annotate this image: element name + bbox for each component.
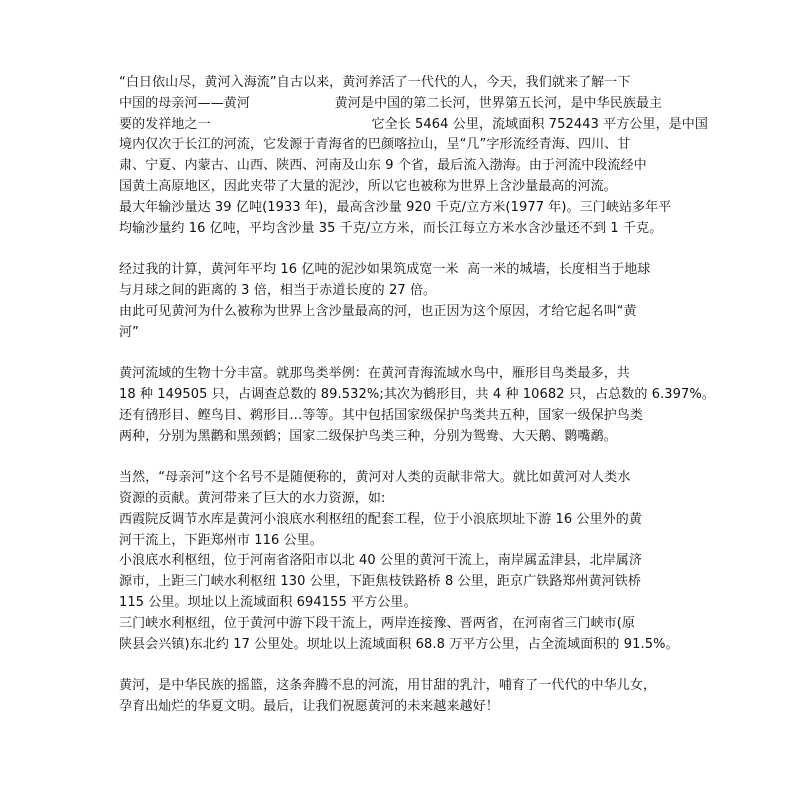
text-line: 陕县会兴镇)东北约 17 公里处。坝址以上流域面积 68.8 万平方公里，占全流域面积的 91.5%。 [119, 636, 679, 652]
text-line: 源市，上距三门峡水利枢纽 130 公里，下距焦枝铁路桥 8 公里，距京广铁路郑州黄河铁桥 [119, 574, 642, 590]
text-line: “白日依山尽，黄河入海流”自古以来，黄河养活了一代代的人，今天，我们就来了解一下 [119, 75, 631, 90]
paragraph-sanmenxia [119, 614, 681, 656]
text-line: 境内仅次于长江的河流，它发源于青海省的巴颜喀拉山，呈“几”字形流经青海、四川、甘 [119, 137, 631, 153]
text-line: 三门峡水利枢纽，位于黄河中游下段干流上，两岸连接豫、晋两省，在河南省三门峡市(原 [119, 615, 636, 631]
text-line: 黄河流域的生物十分丰富。就那鸟类举例：在黄河青海流域水鸟中，雁形目鸟类最多，共 [119, 366, 630, 382]
article-body [119, 73, 715, 718]
text-line: 还有鸻形目、鲣鸟目、鹈形目…等等。其中包括国家级保护鸟类共五种，国家一级保护鸟类 [119, 407, 644, 423]
text-line: 115 公里。坝址以上流域面积 694155 平方公里。 [119, 594, 417, 610]
paragraph-gap [119, 655, 681, 676]
text-line: 18 种 149505 只，占调查总数的 89.532%;其次为鹤形目，共 4 种 10682 只，占总数的 6.397%。 [119, 386, 715, 402]
paragraph-xiaolangdi [119, 551, 681, 613]
paragraph-conclusion [119, 302, 681, 344]
paragraph-closing [119, 676, 681, 718]
text-line: 与月球之间的距离的 3 倍，相当于赤道长度的 27 倍。 [119, 282, 437, 298]
text-line: 西霞院反调节水库是黄河小浪底水利枢纽的配套工程，位于小浪底坝址下游 16 公里外的黄 [119, 511, 643, 527]
text-line: 河干流上，下距郑州市 116 公里。 [119, 532, 323, 548]
text-line: 中国的母亲河——黄河 黄河是中国的第二长河，世界第五长河，是中华民族最主 [119, 95, 663, 111]
paragraph-calculation [119, 260, 681, 302]
paragraph-intro [119, 73, 708, 239]
text-line: 要的发祥地之一 它全长 5464 公里，流域面积 752443 平方公里，是中国 [119, 116, 708, 132]
text-line: 小浪底水利枢纽，位于河南省洛阳市以北 40 公里的黄河干流上，南岸属孟津县，北岸属济 [119, 553, 643, 569]
paragraph-gap [119, 239, 681, 260]
text-line: 河” [119, 324, 139, 340]
paragraph-gap [119, 447, 681, 468]
text-line: 经过我的计算，黄河年平均 16 亿吨的泥沙如果筑成宽一米 高一米的城墙，长度相当于地球 [119, 262, 651, 278]
text-line: 肃、宁夏、内蒙古、山西、陕西、河南及山东 9 个省，最后流入渤海。由于河流中段流经中 [119, 158, 647, 174]
text-line: 孕育出灿烂的华夏文明。最后，让我们祝愿黄河的未来越来越好！ [119, 698, 499, 714]
text-line: 由此可见黄河为什么被称为世界上含沙量最高的河，也正因为这个原因，才给它起名叫“黄 [119, 303, 637, 319]
text-line: 两种，分别为黑鹳和黑颈鹤；国家二级保护鸟类三种，分别为鸳鸯、大天鹅、鹮嘴鹬。 [119, 428, 617, 444]
paragraph-biology [119, 364, 715, 447]
paragraph-xixiayuan [119, 510, 681, 552]
text-line: 最大年输沙量达 39 亿吨(1933 年)，最高含沙量 920 千克/立方米(1977 年)。三门峡站多年平 [119, 199, 672, 215]
paragraph-contribution [119, 468, 681, 510]
paragraph-gap [119, 343, 681, 364]
text-line: 黄河，是中华民族的摇篮，这条奔腾不息的河流，用甘甜的乳汁，哺育了一代代的中华儿女， [119, 678, 657, 694]
text-line: 国黄土高原地区，因此夹带了大量的泥沙，所以它也被称为世界上含沙量最高的河流。 [119, 178, 617, 194]
text-line: 当然，“母亲河”这个名号不是随便称的，黄河对人类的贡献非常大。就比如黄河对人类水 [119, 470, 631, 486]
text-line: 均输沙量约 16 亿吨，平均含沙量 35 千克/立方米，而长江每立方米水含沙量还不到 1 千克。 [119, 220, 663, 236]
text-line: 资源的贡献。黄河带来了巨大的水力资源，如: [119, 490, 386, 506]
